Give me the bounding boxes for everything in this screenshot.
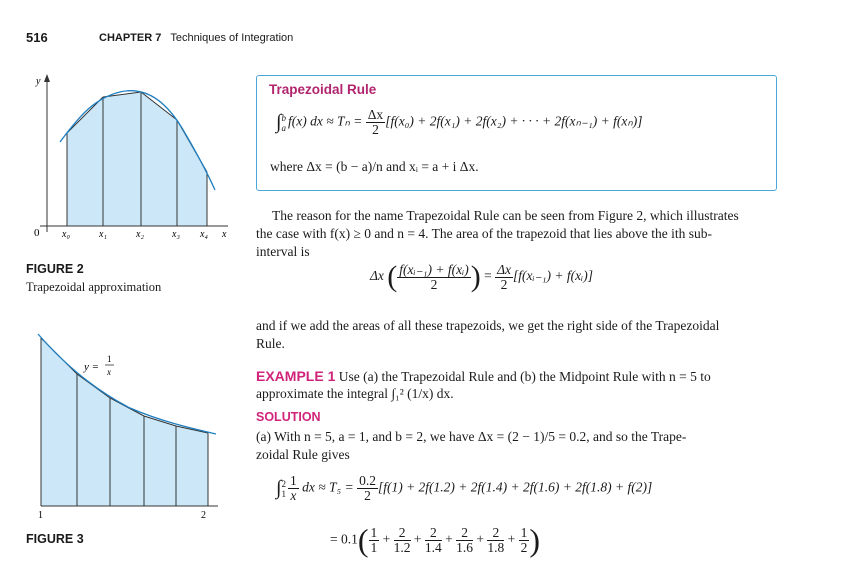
tick-x1: x₁ — [99, 229, 107, 240]
area-frac2-den: 2 — [500, 276, 508, 292]
paren-left: ( — [387, 260, 398, 293]
area-frac2 — [495, 263, 513, 292]
rule-frac-den: 2 — [372, 122, 379, 137]
rule-lhs: f(x) dx ≈ Tₙ = — [287, 113, 363, 129]
integral-sign: ∫ — [276, 111, 282, 133]
term-den: 1.4 — [424, 540, 442, 555]
tick-x2: x₂ — [136, 229, 144, 240]
calc1-frac-num: 1 — [289, 473, 297, 488]
integral-sign: ∫ — [276, 477, 282, 499]
paren-right: ) — [529, 522, 541, 558]
term-num: 2 — [487, 526, 504, 541]
para1-line1: The reason for the name Trapezoidal Rule can be seen from Figure 2, which illustrates — [272, 208, 739, 223]
calc2-term-3 — [425, 526, 442, 555]
paren-left: ( — [357, 522, 369, 558]
curve-label-den: x — [107, 367, 111, 377]
y-axis-label: y — [36, 76, 41, 87]
term-num: 2 — [394, 526, 411, 541]
calc1-int-lower: 1 — [281, 488, 286, 499]
term-den: 2 — [520, 540, 528, 555]
figure-2-caption: Trapezoidal approximation — [26, 280, 162, 294]
int-upper: b — [281, 112, 286, 123]
area-frac-num: f(xᵢ₋₁) + f(xᵢ) — [399, 261, 469, 277]
calc2-term-6 — [519, 526, 530, 555]
area-equation — [370, 260, 593, 294]
example-line1 — [256, 367, 711, 387]
int-lower: a — [281, 122, 286, 133]
plus-sign: + — [445, 531, 453, 547]
calc1-coef-den: 2 — [364, 488, 371, 503]
solution-line2: zoidal Rule gives — [256, 447, 350, 462]
para2-line2: Rule. — [256, 336, 285, 351]
term-num: 2 — [456, 526, 473, 541]
example-label: EXAMPLE 1 — [256, 368, 336, 384]
rule-title: Trapezoidal Rule — [269, 82, 377, 97]
calc1-coef-num: 0.2 — [359, 473, 376, 488]
calc2-term-5 — [487, 526, 504, 555]
calc1-mid: dx ≈ T₅ = — [302, 479, 354, 495]
calc1-rhs: [f(1) + 2f(1.2) + 2f(1.4) + 2f(1.6) + 2f(1.8) + f(2)] — [377, 479, 653, 495]
page-number: 516 — [26, 30, 48, 45]
calc1-coef — [357, 474, 378, 503]
calc1-frac-den: x — [290, 488, 297, 503]
paren-right: ) — [470, 260, 481, 293]
calc-line2 — [330, 522, 540, 559]
rule-formula — [276, 108, 642, 137]
rule-frac — [366, 108, 385, 137]
area-eq: = — [484, 268, 492, 284]
calc1-int-upper: 2 — [281, 478, 286, 489]
rule-where: where Δx = (b − a)/n and xᵢ = a + i Δx. — [270, 159, 479, 174]
term-num: 1 — [370, 525, 378, 540]
area-dx: Δx — [370, 268, 384, 284]
curve-label-num: 1 — [107, 354, 112, 364]
tick-2: 2 — [201, 510, 206, 520]
tick-1: 1 — [38, 510, 43, 520]
area-rhs: [f(xᵢ₋₁) + f(xᵢ)] — [513, 268, 593, 284]
figure-2-graph — [20, 70, 235, 245]
calc2-term-4 — [456, 526, 473, 555]
tick-x0: x₀ — [62, 229, 70, 240]
plus-sign: + — [507, 531, 516, 547]
para2-line1: and if we add the areas of all these trapezoids, we get the right side of the Trapezoidal — [256, 318, 720, 333]
term-den: 1 — [370, 540, 378, 555]
area-frac2-num: Δx — [497, 261, 512, 277]
term-den: 1.2 — [393, 540, 411, 555]
example-line2: approximate the integral ∫₁² (1/x) dx. — [256, 386, 454, 401]
term-num: 2 — [425, 526, 442, 541]
curve-label-lhs: y = — [84, 361, 100, 373]
figure-3-graph — [20, 320, 220, 520]
x-axis-label: x — [222, 229, 227, 240]
solution-line1: (a) With n = 5, a = 1, and b = 2, we have Δx = (2 − 1)/5 = 0.2, and so the Trape- — [256, 429, 687, 444]
term-num: 1 — [520, 525, 528, 540]
term-den: 1.8 — [487, 540, 505, 555]
calc2-term-1 — [369, 526, 380, 555]
chapter-header — [99, 32, 293, 44]
area-frac — [397, 263, 470, 292]
tick-x4: x₄ — [200, 229, 208, 240]
term-den: 1.6 — [456, 540, 474, 555]
plus-sign: + — [382, 531, 391, 547]
plus-sign: + — [413, 531, 422, 547]
solution-label: SOLUTION — [256, 410, 321, 424]
y-axis-arrow — [44, 74, 50, 82]
para1-line3: interval is — [256, 244, 310, 259]
rule-rhs: [f(x₀) + 2f(x₁) + 2f(x₂) + · · · + 2f(xₙ₋₁) + f(xₙ)] — [385, 113, 643, 129]
area-frac-den: 2 — [430, 276, 438, 292]
calc2-term-2 — [394, 526, 411, 555]
origin-label: 0 — [34, 227, 40, 239]
chapter-label: CHAPTER 7 — [99, 32, 162, 44]
calc-line1 — [276, 474, 652, 503]
para1-line2: the case with f(x) ≥ 0 and n = 4. The area of the trapezoid that lies above the ith sub- — [256, 226, 712, 241]
figure-2-title: FIGURE 2 — [26, 262, 84, 276]
tick-x3: x₃ — [172, 229, 180, 240]
example-text: Use (a) the Trapezoidal Rule and (b) the Midpoint Rule with n = 5 to — [338, 369, 711, 384]
rule-frac-num: Δx — [367, 107, 384, 122]
chapter-title: Techniques of Integration — [170, 32, 294, 44]
calc1-frac — [288, 474, 299, 503]
figure-3-title: FIGURE 3 — [26, 532, 84, 546]
plus-sign: + — [476, 531, 485, 547]
calc2-prefix: = 0.1 — [330, 531, 358, 547]
